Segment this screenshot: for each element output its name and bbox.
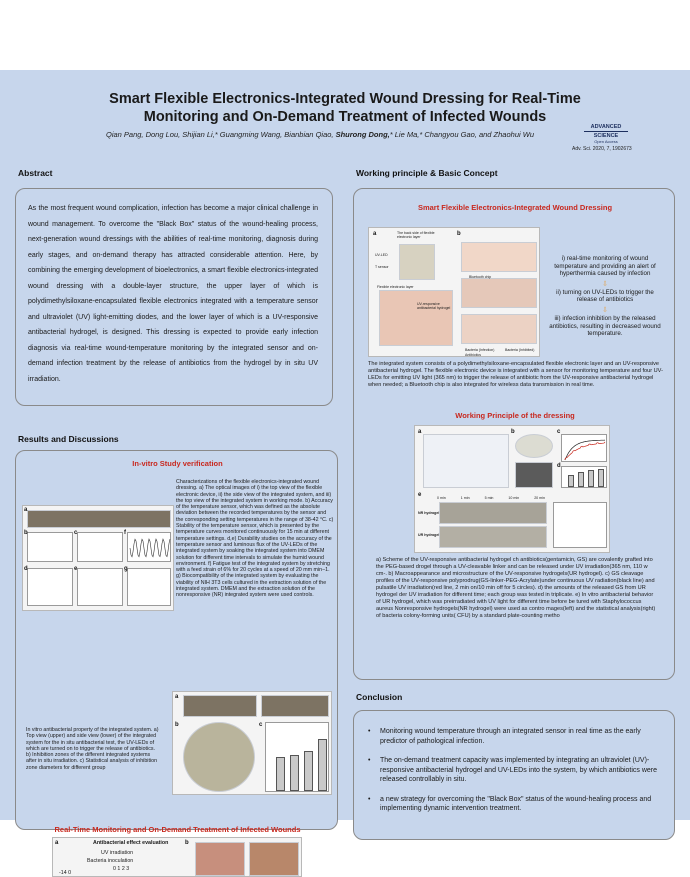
gs-cleavage-chart [561,434,607,462]
hydrogel-scheme [423,434,509,488]
panel-label-c: c [74,530,78,536]
cleavage-curves [562,435,608,463]
characterization-figure [22,505,174,611]
e-time-3: 10 min [508,496,520,500]
schematic-bluetooth: Bluetooth chip [469,275,492,279]
panel-label-a: a [24,507,28,513]
conclusion-list [366,727,666,824]
authors-bold: Shurong Dong, [335,130,390,139]
conclusion-item: • Monitoring wound temperature through an integrated sensor in real time as the early predictor of pathological infection. [366,727,666,746]
legend-antibiotics: Antibiotics [465,353,481,357]
accuracy-plot [27,532,73,562]
hydrogel-sem-image [515,462,553,488]
wound-photo-1 [195,842,245,876]
logo-sub: Open Access [594,139,618,144]
antibac-label-b: b [175,722,179,728]
e-row-ur: UR hydrogel [418,533,440,537]
stage-i-illustration [461,242,537,272]
system-side-view [261,695,329,717]
working-steps [546,255,664,340]
fatigue-plot [127,532,171,562]
down-arrow-icon: ⇩ [602,306,608,314]
e-time-4: 20 min [534,496,545,500]
hydrogel-macro-photo [515,434,553,458]
step-1: i) real-time monitoring of wound temperature and providing an alert of hyperthermia caused by infection [554,255,656,278]
abstract-box [15,188,333,406]
panel-label-f: f [124,530,126,536]
panel-label-e: e [74,566,78,572]
legend-inhibited: Bacteria (Inhibited) [505,348,535,352]
abstract-heading: Abstract [18,168,53,178]
schematic-tsensor: T sensor [375,265,389,269]
realtime-label-b: b [185,840,189,846]
antibac-label-a: a [175,694,179,700]
authors-first: Qian Pang, Dong Lou, Shijian Li,* Guangming Wang, Bianbian Qiao, [105,130,336,139]
schematic-backside: The back side of flexible electronic layer [397,231,435,239]
schematic-uvled: UV-LED [375,253,388,257]
realtime-heading: Real-Time Monitoring and On-Demand Treatment of Infected Wounds [54,825,301,834]
dressing-schematic [368,227,540,357]
step-3: iii) infection inhibition by the released antibiotics, resulting in decreased wound temperature. [549,314,661,338]
system-description: The integrated system consists of a polydimethylsiloxane-encapsulated flexible electronic layer and an UV-responsive antibacterial hydrogel. The flexible electronic device is integrated with a sensor for monitoring temperature and four UV-LEDs for emitting UV light (365 nm) to trigger the release of antibiotic from the UV-responsive antibacterial hydrogel when needed; a Bluetooth chip is also integrated for wireless data transmission in real time. [368,361,663,388]
conclusion-heading: Conclusion [356,692,403,702]
durability-plot-d [27,568,73,606]
hydrogel-label-a: a [418,429,422,435]
ur-hydrogel-plates [439,526,547,548]
invitro-heading: In-vitro Study verification [132,459,223,468]
working-heading: Working principle & Basic Concept [356,168,498,178]
realtime-figure [52,837,302,877]
author-list [60,130,580,139]
schematic-label-b: b [457,231,461,237]
e-time-1: 1 min [460,496,470,500]
title-line-2: Monitoring and On-Demand Treatment of Infected Wounds [143,109,547,125]
characterization-caption: Characterizations of the flexible electronics-integrated wound dressing. a) The optical images of i) the top view of the flexible electronic device, ii) the side view of the integrated system, and iii) the top view of the integrated system in working mode. b) Accuracy of the temperature sensor, which was defined as the absolute deviation between the recorded temperatures by the sensor and the corresponding setting temperatures in the range of 38-42 °C. c) Stability of the temperature sensor, which is presented by the temperature curves monitored continuously for 15 min at different temperature settings. d,e) Durability studies on the accuracy of the temperature sensor and luminous flux of the UV-LEDs of the integrated system by soaking the integrated system into DMEM solution for different time intervals to simulate the humid wound environment. f) Fatigue test of the integrated system by stretching with a feed strain of 6% for 20 cycles at a speed of 20 mm min−1. g) Biocompatibility of the integrated system by evaluating the viability of NIH 3T3 cells cultured in the extraction solution of the integrated system. DMEM and the extraction solution of the nonresponsive (NR) integrated system were used controls. [176,479,334,599]
hydrogel-label-c: c [557,429,561,435]
antibacterial-caption: In vitro antibacterial property of the integrated system. a) Top view (upper) and side view (lower) of the integrated system for the in situ antibacterial test, the UV-LEDs of which are turned on to trigger the release of antibiotics. b) Inhibition zones of the different integrated systems after in situ irradiation. c) Statistical analysis of inhibition zone diameters for different group [26,727,159,771]
schematic-pdms: Flexible electronic layer [377,285,414,289]
results-box [15,450,338,876]
poster [0,70,690,876]
timeline-start: -14 0 [59,870,72,876]
e-row-nr: NR hydrogel [418,511,440,515]
timeline-title: Antibacterial effect evaluation [93,840,169,846]
timeline-bacteria: Bacteria inoculation [87,858,134,864]
logo-line-2: SCIENCE [593,133,619,139]
smart-dressing-heading: Smart Flexible Electronics-Integrated Wound Dressing [417,203,613,212]
gs-release-chart [561,466,607,488]
principle-caption: a) Scheme of the UV-responsive antibacterial hydrogel ch antibiotics(gentamicin, GS) are covalently grafted into the PEG-based drogel through a UV-cleavable linker and can be released under UV irradiation(365 nm, 110 w cm-. b) Macroappearance and microstructure of the UV-responsive hydrogels(UR hydrogel). c) GS cleavage profiles of the UV-responsive polyprodrug(GS-linker-PEG-Acrylate)under continuous UV radiation(black line) and pulsatile UV irradiation(red line, 2 min on/10 min off for 5 circles). d) the amounts of the released GS from UR hydrogel der UV irradiation for different time; each group was tested in triplicate. e) In vitro antibacterial behavior of UR hydrogel, which was preirradiated with UV light for different time before be tured with Staphylococcus aureus Nonresponsive hydrogels(NR hydrogel) were used as contro mages(left) and the statistical analysis(right) of bacteria colony-forming units( CFU) by a standard plate-counting metho [376,557,656,619]
down-arrow-icon: ⇩ [602,280,608,288]
antibac-label-c: c [259,722,263,728]
schematic-label-a: a [373,231,377,237]
hydrogel-label-d: d [557,463,561,469]
biocompat-plot [127,568,171,606]
timeline-days: 0 1 2 3 [113,866,130,872]
abstract-text: As the most frequent wound complication, infection has become a major clinical challenge in wound management. To overcome the "Black Box" status of the wound-healing process, next-generation wound dressings with the abilities of real-time monitoring, diagnosis during early stages, and on-demand therapy has attracted considerable attention. Here, by combining the emerging development of bioelectronics, a smart flexible electronics-integrated wound dressing with a double-layer structure, the upper layer of which is polydimethylsiloxane-encapsulated flexible electronics integrated with a temperature sensor and ultraviolet (UV) light-emitting diodes, and the lower layer of which is a UV-responsive antibacterial hydrogel, is designed. This dressing is expected to provide early infection diagnosis via real-time wound-temperature monitoring by the integrated sensor and on-demand infection treatment by the release of antibiotics from the hydrogel by in situ UV irradiation. [28,205,318,383]
hydrogel-label-b: b [511,429,515,435]
durability-plot-e [77,568,123,606]
inhibition-zone-dish [183,722,255,792]
conclusion-item: • The on-demand treatment capacity was implemented by integrating an ultraviolet (UV)-responsive antibacterial hydrogel and UV-LEDs into the system, by which antibiotics were released controllably in situ. [366,756,666,785]
device-photos [27,510,171,528]
stage-ii-illustration [461,278,537,308]
journal-logo [584,124,628,145]
nr-hydrogel-plates [439,502,547,524]
system-top-view [183,695,257,717]
e-time-header [437,496,545,500]
fatigue-curve [128,533,172,563]
working-box [353,188,675,680]
realtime-label-a: a [55,840,59,846]
e-time-2: 5 min [484,496,494,500]
results-heading: Results and Discussions [18,434,119,444]
e-time-0: 0 min [437,496,446,500]
conclusion-box [353,710,675,840]
principle-heading: Working Principle of the dressing [455,411,575,420]
panel-label-g: g [124,566,128,572]
wound-photo-2 [249,842,299,876]
wound-layer-illustration [379,290,453,346]
schematic-hydrogel: UV-responsive antibacterial hydrogel [417,302,451,310]
stability-plot [77,532,123,562]
stage-iii-illustration [461,314,537,344]
zone-diameter-chart [265,722,329,792]
logo-line-1: ADVANCED [590,124,622,130]
conclusion-item: • a new strategy for overcoming the "Black Box" status of the wound-healing process and implementing dynamic intervention treatment. [366,795,666,814]
legend-infection: Bacteria (Infection) [465,348,495,352]
step-2: ii) turning on UV-LEDs to trigger the release of antibiotics [556,288,654,304]
panel-label-b: b [24,530,28,536]
authors-rest: * Lie Ma,* Changyou Gao, and Zhaohui Wu [389,130,534,139]
antibacterial-figure [172,691,332,795]
timeline-uv: UV irradiation [101,850,134,856]
poster-title [60,90,630,126]
hydrogel-label-e: e [418,492,422,498]
cfu-chart [553,502,607,548]
panel-label-d: d [24,566,28,572]
electronic-layer-photo [399,244,435,280]
title-line-1: Smart Flexible Electronics-Integrated Wound Dressing for Real-Time [109,91,581,107]
hydrogel-figure [414,425,610,553]
citation: Adv. Sci. 2020, 7, 1902673 [572,146,632,152]
